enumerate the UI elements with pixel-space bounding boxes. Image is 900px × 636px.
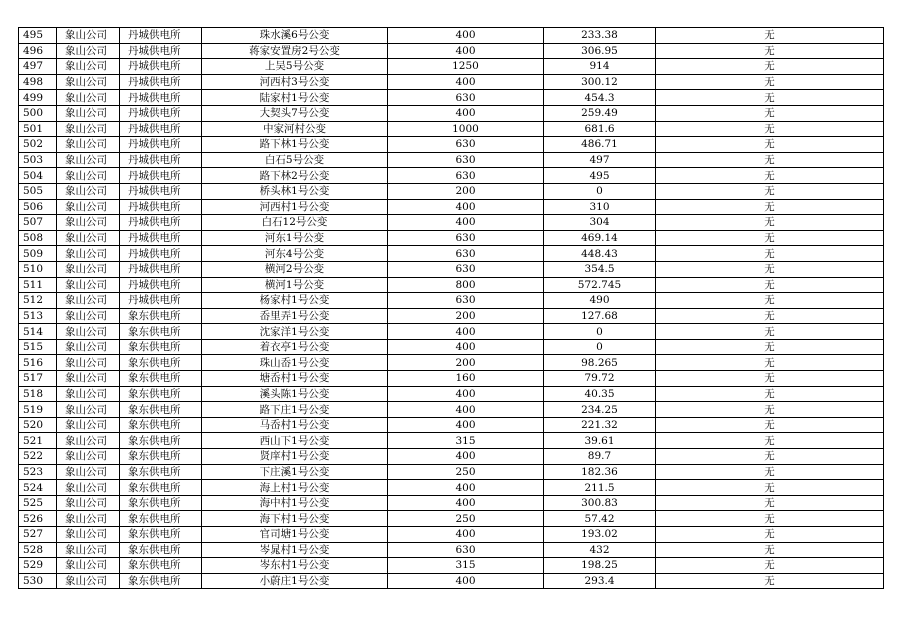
capacity-cell: 400 [388, 28, 544, 44]
transformer-name-cell: 桥头林1号公变 [202, 183, 388, 199]
station-cell: 丹城供电所 [120, 277, 202, 293]
transformer-name-cell: 溪头陈1号公变 [202, 386, 388, 402]
remark-cell: 无 [656, 339, 884, 355]
transformer-name-cell: 岑东村1号公变 [202, 558, 388, 574]
transformer-name-cell: 大契头7号公变 [202, 105, 388, 121]
capacity-cell: 400 [388, 386, 544, 402]
remark-cell: 无 [656, 417, 884, 433]
remark-cell: 无 [656, 449, 884, 465]
table-row [19, 449, 884, 465]
table-row [19, 59, 884, 75]
row-number-cell: 516 [19, 355, 57, 371]
company-cell: 象山公司 [57, 90, 120, 106]
station-cell: 象东供电所 [120, 402, 202, 418]
company-cell: 象山公司 [57, 573, 120, 589]
capacity-cell: 400 [388, 480, 544, 496]
station-cell: 象东供电所 [120, 355, 202, 371]
remark-cell: 无 [656, 324, 884, 340]
remark-cell: 无 [656, 371, 884, 387]
row-number-cell: 519 [19, 402, 57, 418]
company-cell: 象山公司 [57, 464, 120, 480]
station-cell: 象东供电所 [120, 339, 202, 355]
load-cell: 300.12 [544, 74, 656, 90]
company-cell: 象山公司 [57, 339, 120, 355]
station-cell: 丹城供电所 [120, 121, 202, 137]
capacity-cell: 200 [388, 183, 544, 199]
load-cell: 198.25 [544, 558, 656, 574]
station-cell: 丹城供电所 [120, 90, 202, 106]
station-cell: 象东供电所 [120, 542, 202, 558]
load-cell: 0 [544, 339, 656, 355]
row-number-cell: 520 [19, 417, 57, 433]
remark-cell: 无 [656, 527, 884, 543]
company-cell: 象山公司 [57, 495, 120, 511]
station-cell: 丹城供电所 [120, 215, 202, 231]
row-number-cell: 498 [19, 74, 57, 90]
row-number-cell: 504 [19, 168, 57, 184]
company-cell: 象山公司 [57, 277, 120, 293]
capacity-cell: 400 [388, 417, 544, 433]
station-cell: 象东供电所 [120, 449, 202, 465]
transformer-table [18, 27, 884, 589]
row-number-cell: 497 [19, 59, 57, 75]
transformer-name-cell: 白石5号公变 [202, 152, 388, 168]
station-cell: 丹城供电所 [120, 152, 202, 168]
transformer-name-cell: 贤庠村1号公变 [202, 449, 388, 465]
load-cell: 572.745 [544, 277, 656, 293]
remark-cell: 无 [656, 74, 884, 90]
row-number-cell: 495 [19, 28, 57, 44]
company-cell: 象山公司 [57, 558, 120, 574]
remark-cell: 无 [656, 28, 884, 44]
transformer-name-cell: 小蔚庄1号公变 [202, 573, 388, 589]
table-row [19, 371, 884, 387]
row-number-cell: 525 [19, 495, 57, 511]
transformer-name-cell: 白石12号公变 [202, 215, 388, 231]
table-row [19, 308, 884, 324]
transformer-name-cell: 珠山岙1号公变 [202, 355, 388, 371]
load-cell: 259.49 [544, 105, 656, 121]
station-cell: 丹城供电所 [120, 199, 202, 215]
transformer-name-cell: 蒋家安置房2号公变 [202, 43, 388, 59]
transformer-name-cell: 沈家洋1号公变 [202, 324, 388, 340]
company-cell: 象山公司 [57, 480, 120, 496]
row-number-cell: 510 [19, 261, 57, 277]
company-cell: 象山公司 [57, 121, 120, 137]
company-cell: 象山公司 [57, 511, 120, 527]
transformer-name-cell: 路下庄1号公变 [202, 402, 388, 418]
capacity-cell: 800 [388, 277, 544, 293]
transformer-name-cell: 西山下1号公变 [202, 433, 388, 449]
company-cell: 象山公司 [57, 43, 120, 59]
remark-cell: 无 [656, 152, 884, 168]
station-cell: 象东供电所 [120, 464, 202, 480]
load-cell: 234.25 [544, 402, 656, 418]
row-number-cell: 517 [19, 371, 57, 387]
company-cell: 象山公司 [57, 386, 120, 402]
company-cell: 象山公司 [57, 402, 120, 418]
load-cell: 495 [544, 168, 656, 184]
company-cell: 象山公司 [57, 293, 120, 309]
capacity-cell: 400 [388, 527, 544, 543]
capacity-cell: 400 [388, 74, 544, 90]
load-cell: 0 [544, 183, 656, 199]
row-number-cell: 514 [19, 324, 57, 340]
table-row [19, 90, 884, 106]
capacity-cell: 200 [388, 308, 544, 324]
load-cell: 300.83 [544, 495, 656, 511]
station-cell: 象东供电所 [120, 527, 202, 543]
station-cell: 丹城供电所 [120, 28, 202, 44]
company-cell: 象山公司 [57, 59, 120, 75]
row-number-cell: 499 [19, 90, 57, 106]
company-cell: 象山公司 [57, 542, 120, 558]
table-row [19, 480, 884, 496]
row-number-cell: 513 [19, 308, 57, 324]
load-cell: 432 [544, 542, 656, 558]
capacity-cell: 400 [388, 105, 544, 121]
transformer-name-cell: 横河1号公变 [202, 277, 388, 293]
company-cell: 象山公司 [57, 527, 120, 543]
remark-cell: 无 [656, 105, 884, 121]
row-number-cell: 496 [19, 43, 57, 59]
row-number-cell: 502 [19, 137, 57, 153]
table-row [19, 152, 884, 168]
load-cell: 306.95 [544, 43, 656, 59]
station-cell: 丹城供电所 [120, 59, 202, 75]
company-cell: 象山公司 [57, 449, 120, 465]
transformer-name-cell: 珠水溪6号公变 [202, 28, 388, 44]
station-cell: 象东供电所 [120, 386, 202, 402]
load-cell: 454.3 [544, 90, 656, 106]
capacity-cell: 400 [388, 43, 544, 59]
transformer-name-cell: 海中村1号公变 [202, 495, 388, 511]
remark-cell: 无 [656, 402, 884, 418]
capacity-cell: 630 [388, 90, 544, 106]
remark-cell: 无 [656, 386, 884, 402]
load-cell: 469.14 [544, 230, 656, 246]
company-cell: 象山公司 [57, 355, 120, 371]
row-number-cell: 506 [19, 199, 57, 215]
station-cell: 丹城供电所 [120, 137, 202, 153]
table-row [19, 355, 884, 371]
load-cell: 40.35 [544, 386, 656, 402]
load-cell: 211.5 [544, 480, 656, 496]
station-cell: 象东供电所 [120, 433, 202, 449]
remark-cell: 无 [656, 90, 884, 106]
row-number-cell: 501 [19, 121, 57, 137]
row-number-cell: 530 [19, 573, 57, 589]
station-cell: 象东供电所 [120, 417, 202, 433]
capacity-cell: 250 [388, 511, 544, 527]
company-cell: 象山公司 [57, 168, 120, 184]
station-cell: 象东供电所 [120, 558, 202, 574]
station-cell: 象东供电所 [120, 308, 202, 324]
transformer-name-cell: 上吴5号公变 [202, 59, 388, 75]
station-cell: 丹城供电所 [120, 105, 202, 121]
capacity-cell: 630 [388, 542, 544, 558]
remark-cell: 无 [656, 355, 884, 371]
transformer-name-cell: 河东4号公变 [202, 246, 388, 262]
row-number-cell: 505 [19, 183, 57, 199]
load-cell: 89.7 [544, 449, 656, 465]
company-cell: 象山公司 [57, 183, 120, 199]
table-row [19, 43, 884, 59]
remark-cell: 无 [656, 308, 884, 324]
remark-cell: 无 [656, 59, 884, 75]
remark-cell: 无 [656, 121, 884, 137]
capacity-cell: 1250 [388, 59, 544, 75]
row-number-cell: 524 [19, 480, 57, 496]
table-row [19, 168, 884, 184]
station-cell: 丹城供电所 [120, 261, 202, 277]
row-number-cell: 529 [19, 558, 57, 574]
station-cell: 丹城供电所 [120, 293, 202, 309]
transformer-name-cell: 海下村1号公变 [202, 511, 388, 527]
load-cell: 497 [544, 152, 656, 168]
transformer-name-cell: 河东1号公变 [202, 230, 388, 246]
capacity-cell: 160 [388, 371, 544, 387]
transformer-name-cell: 马岙村1号公变 [202, 417, 388, 433]
company-cell: 象山公司 [57, 137, 120, 153]
capacity-cell: 400 [388, 402, 544, 418]
table-row [19, 230, 884, 246]
transformer-name-cell: 路下林1号公变 [202, 137, 388, 153]
table-row [19, 402, 884, 418]
load-cell: 39.61 [544, 433, 656, 449]
capacity-cell: 630 [388, 137, 544, 153]
load-cell: 193.02 [544, 527, 656, 543]
remark-cell: 无 [656, 433, 884, 449]
load-cell: 127.68 [544, 308, 656, 324]
transformer-name-cell: 河西村3号公变 [202, 74, 388, 90]
load-cell: 79.72 [544, 371, 656, 387]
load-cell: 304 [544, 215, 656, 231]
capacity-cell: 630 [388, 152, 544, 168]
transformer-name-cell: 陆家村1号公变 [202, 90, 388, 106]
transformer-name-cell: 路下林2号公变 [202, 168, 388, 184]
capacity-cell: 315 [388, 558, 544, 574]
capacity-cell: 630 [388, 230, 544, 246]
row-number-cell: 515 [19, 339, 57, 355]
company-cell: 象山公司 [57, 417, 120, 433]
row-number-cell: 509 [19, 246, 57, 262]
capacity-cell: 400 [388, 495, 544, 511]
remark-cell: 无 [656, 246, 884, 262]
capacity-cell: 200 [388, 355, 544, 371]
row-number-cell: 518 [19, 386, 57, 402]
remark-cell: 无 [656, 573, 884, 589]
load-cell: 0 [544, 324, 656, 340]
table-row [19, 105, 884, 121]
row-number-cell: 521 [19, 433, 57, 449]
remark-cell: 无 [656, 480, 884, 496]
company-cell: 象山公司 [57, 261, 120, 277]
capacity-cell: 630 [388, 168, 544, 184]
table-row [19, 573, 884, 589]
transformer-name-cell: 岙里弄1号公变 [202, 308, 388, 324]
company-cell: 象山公司 [57, 152, 120, 168]
capacity-cell: 250 [388, 464, 544, 480]
company-cell: 象山公司 [57, 199, 120, 215]
remark-cell: 无 [656, 511, 884, 527]
row-number-cell: 528 [19, 542, 57, 558]
remark-cell: 无 [656, 230, 884, 246]
table-row [19, 324, 884, 340]
load-cell: 490 [544, 293, 656, 309]
table-row [19, 74, 884, 90]
capacity-cell: 315 [388, 433, 544, 449]
transformer-name-cell: 塘岙村1号公变 [202, 371, 388, 387]
table-row [19, 527, 884, 543]
table-row [19, 417, 884, 433]
remark-cell: 无 [656, 168, 884, 184]
table-row [19, 215, 884, 231]
station-cell: 丹城供电所 [120, 74, 202, 90]
station-cell: 丹城供电所 [120, 168, 202, 184]
remark-cell: 无 [656, 43, 884, 59]
company-cell: 象山公司 [57, 215, 120, 231]
company-cell: 象山公司 [57, 74, 120, 90]
table-row [19, 495, 884, 511]
capacity-cell: 400 [388, 215, 544, 231]
transformer-name-cell: 海上村1号公变 [202, 480, 388, 496]
capacity-cell: 1000 [388, 121, 544, 137]
row-number-cell: 507 [19, 215, 57, 231]
company-cell: 象山公司 [57, 308, 120, 324]
row-number-cell: 522 [19, 449, 57, 465]
transformer-name-cell: 岑晁村1号公变 [202, 542, 388, 558]
station-cell: 丹城供电所 [120, 230, 202, 246]
row-number-cell: 512 [19, 293, 57, 309]
load-cell: 233.38 [544, 28, 656, 44]
company-cell: 象山公司 [57, 433, 120, 449]
company-cell: 象山公司 [57, 371, 120, 387]
remark-cell: 无 [656, 137, 884, 153]
remark-cell: 无 [656, 183, 884, 199]
transformer-name-cell: 河西村1号公变 [202, 199, 388, 215]
table-row [19, 261, 884, 277]
remark-cell: 无 [656, 558, 884, 574]
remark-cell: 无 [656, 495, 884, 511]
transformer-name-cell: 官司塘1号公变 [202, 527, 388, 543]
transformer-name-cell: 杨家村1号公变 [202, 293, 388, 309]
station-cell: 丹城供电所 [120, 246, 202, 262]
company-cell: 象山公司 [57, 246, 120, 262]
load-cell: 354.5 [544, 261, 656, 277]
table-row [19, 121, 884, 137]
table-row [19, 511, 884, 527]
table-row [19, 137, 884, 153]
load-cell: 448.43 [544, 246, 656, 262]
row-number-cell: 503 [19, 152, 57, 168]
row-number-cell: 526 [19, 511, 57, 527]
load-cell: 182.36 [544, 464, 656, 480]
capacity-cell: 630 [388, 293, 544, 309]
company-cell: 象山公司 [57, 28, 120, 44]
remark-cell: 无 [656, 215, 884, 231]
company-cell: 象山公司 [57, 324, 120, 340]
station-cell: 象东供电所 [120, 480, 202, 496]
capacity-cell: 400 [388, 573, 544, 589]
table-row [19, 542, 884, 558]
remark-cell: 无 [656, 261, 884, 277]
table-row [19, 558, 884, 574]
row-number-cell: 508 [19, 230, 57, 246]
transformer-name-cell: 下庄溪1号公变 [202, 464, 388, 480]
capacity-cell: 400 [388, 449, 544, 465]
row-number-cell: 511 [19, 277, 57, 293]
remark-cell: 无 [656, 199, 884, 215]
remark-cell: 无 [656, 464, 884, 480]
table-row [19, 386, 884, 402]
load-cell: 57.42 [544, 511, 656, 527]
transformer-name-cell: 横河2号公变 [202, 261, 388, 277]
table-row [19, 433, 884, 449]
capacity-cell: 400 [388, 324, 544, 340]
row-number-cell: 527 [19, 527, 57, 543]
company-cell: 象山公司 [57, 230, 120, 246]
capacity-cell: 630 [388, 261, 544, 277]
table-row [19, 293, 884, 309]
load-cell: 98.265 [544, 355, 656, 371]
table-row [19, 183, 884, 199]
table-row [19, 464, 884, 480]
station-cell: 象东供电所 [120, 573, 202, 589]
load-cell: 914 [544, 59, 656, 75]
capacity-cell: 630 [388, 246, 544, 262]
remark-cell: 无 [656, 542, 884, 558]
table-row [19, 28, 884, 44]
load-cell: 486.71 [544, 137, 656, 153]
company-cell: 象山公司 [57, 105, 120, 121]
load-cell: 681.6 [544, 121, 656, 137]
capacity-cell: 400 [388, 199, 544, 215]
transformer-name-cell: 着衣亭1号公变 [202, 339, 388, 355]
capacity-cell: 400 [388, 339, 544, 355]
station-cell: 象东供电所 [120, 511, 202, 527]
table-row [19, 246, 884, 262]
station-cell: 象东供电所 [120, 324, 202, 340]
table-row [19, 339, 884, 355]
station-cell: 象东供电所 [120, 495, 202, 511]
spreadsheet-page [18, 27, 884, 589]
table-row [19, 199, 884, 215]
load-cell: 310 [544, 199, 656, 215]
load-cell: 293.4 [544, 573, 656, 589]
remark-cell: 无 [656, 277, 884, 293]
station-cell: 象东供电所 [120, 371, 202, 387]
remark-cell: 无 [656, 293, 884, 309]
row-number-cell: 500 [19, 105, 57, 121]
station-cell: 丹城供电所 [120, 43, 202, 59]
table-row [19, 277, 884, 293]
row-number-cell: 523 [19, 464, 57, 480]
transformer-name-cell: 中家河村公变 [202, 121, 388, 137]
station-cell: 丹城供电所 [120, 183, 202, 199]
load-cell: 221.32 [544, 417, 656, 433]
